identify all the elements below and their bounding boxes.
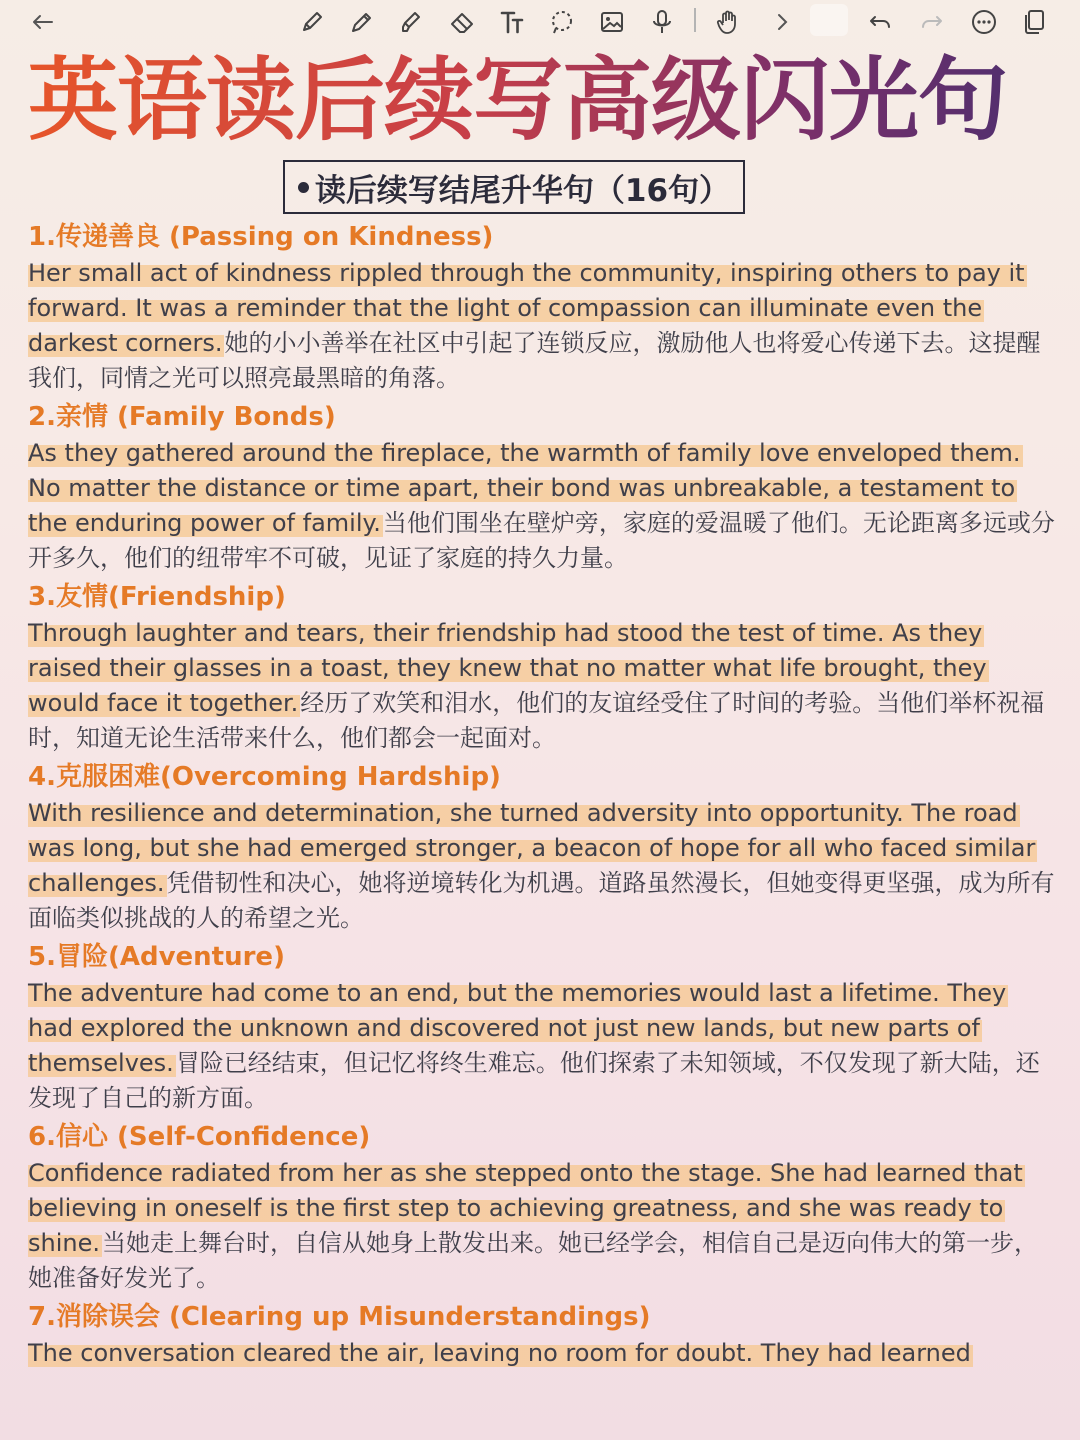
section-heading: 2.亲情 (Family Bonds) [28, 402, 336, 432]
chinese-translation: 她的小小善举在社区中引起了连锁反应，激励他人也将爱心传递下去。这提醒我们，同情之光可以照亮最黑暗的角落。 [28, 329, 1041, 392]
undo-icon[interactable] [862, 4, 898, 40]
section-heading: 3.友情(Friendship) [28, 582, 286, 612]
section-text [28, 1336, 1058, 1371]
section-heading: 4.克服困难(Overcoming Hardship) [28, 762, 501, 792]
text-tool-icon[interactable] [494, 4, 530, 40]
section-4 [28, 758, 1058, 936]
content-area [28, 218, 1058, 1373]
section-1 [28, 218, 1058, 396]
redo-icon[interactable] [914, 4, 950, 40]
section-heading: 5.冒险(Adventure) [28, 942, 285, 972]
english-sentence: Her small act of kindness rippled through the community, inspiring others to pay it forward. It was a reminder that the light of compassion can illuminate even the darkest corners. [28, 259, 1025, 357]
section-6 [28, 1118, 1058, 1296]
subtitle-box [283, 160, 745, 214]
page-title: 英语读后续写高级闪光句 [28, 46, 1058, 156]
image-icon[interactable] [594, 4, 630, 40]
english-sentence: Through laughter and tears, their friendship had stood the test of time. As they raised their glasses in a toast, they knew that no matter what life brought, they would face it together. [28, 619, 987, 717]
lasso-icon[interactable] [544, 4, 580, 40]
english-sentence: With resilience and determination, she turned adversity into opportunity. The road was long, but she had emerged stronger, a beacon of hope for all who faced similar challenges. [28, 799, 1036, 897]
english-sentence: Confidence radiated from her as she stepped onto the stage. She had learned that believing in oneself is the first step to achieving greatness, and she was ready to shine. [28, 1159, 1023, 1257]
toolbar-divider [694, 8, 696, 32]
pages-icon[interactable] [1016, 4, 1052, 40]
chinese-translation: 经历了欢笑和泪水，他们的友谊经受住了时间的考验。当他们举杯祝福时，知道无论生活带来什么，他们都会一起面对。 [28, 689, 1045, 752]
section-text [28, 1156, 1058, 1296]
chinese-translation: 凭借韧性和决心，她将逆境转化为机遇。道路虽然漫长，但她变得更坚强，成为所有面临类似挑战的人的希望之光。 [28, 869, 1055, 932]
bullet-icon [298, 182, 309, 193]
back-arrow-icon[interactable] [24, 4, 60, 40]
chinese-translation: 冒险已经结束，但记忆将终生难忘。他们探索了未知领域，不仅发现了新大陆，还发现了自己的新方面。 [28, 1049, 1040, 1112]
section-heading: 7.消除误会 (Clearing up Misunderstandings) [28, 1302, 651, 1332]
microphone-icon[interactable] [644, 4, 680, 40]
pen-icon[interactable] [294, 4, 330, 40]
pencil-icon[interactable] [344, 4, 380, 40]
hand-icon[interactable] [710, 4, 746, 40]
section-7 [28, 1298, 1058, 1371]
chinese-translation: 当他们围坐在壁炉旁，家庭的爱温暖了他们。无论距离多远或分开多久，他们的纽带牢不可破，见证了家庭的持久力量。 [28, 509, 1055, 572]
highlighter-icon[interactable] [394, 4, 430, 40]
section-heading: 1.传递善良 (Passing on Kindness) [28, 222, 494, 252]
english-sentence: The adventure had come to an end, but the memories would last a lifetime. They had explored the unknown and discovered not just new lands, but new parts of themselves. [28, 979, 1007, 1077]
section-3 [28, 578, 1058, 756]
section-text [28, 796, 1058, 936]
chevron-right-icon[interactable] [764, 4, 800, 40]
section-text [28, 616, 1058, 756]
section-2 [28, 398, 1058, 576]
toolbar [0, 0, 1080, 44]
section-text [28, 436, 1058, 576]
more-icon[interactable] [966, 4, 1002, 40]
eraser-icon[interactable] [444, 4, 480, 40]
toolbar-placeholder [810, 4, 848, 36]
section-5 [28, 938, 1058, 1116]
chinese-translation: 当她走上舞台时，自信从她身上散发出来。她已经学会，相信自己是迈向伟大的第一步，她准备好发光了。 [28, 1229, 1038, 1292]
english-sentence: As they gathered around the fireplace, the warmth of family love enveloped them. No matter the distance or time apart, their bond was unbreakable, a testament to the enduring power of family. [28, 439, 1021, 537]
section-heading: 6.信心 (Self-Confidence) [28, 1122, 371, 1152]
section-text [28, 976, 1058, 1116]
subtitle-text: 读后续写结尾升华句（16句） [314, 172, 731, 209]
section-text [28, 256, 1058, 396]
english-sentence: The conversation cleared the air, leaving no room for doubt. They had learned [28, 1339, 971, 1367]
